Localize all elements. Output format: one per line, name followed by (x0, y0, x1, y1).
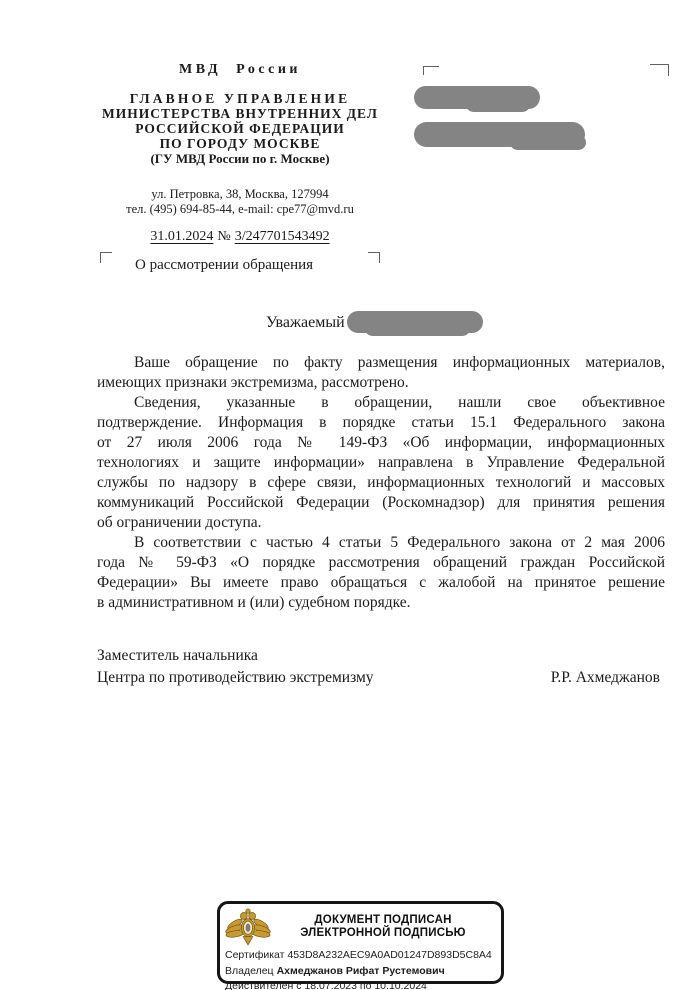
doc-date-number (85, 229, 395, 245)
redaction-block (347, 311, 483, 333)
certificate-value: 453D8A232AEC9A0AD01247D893D5C8A4 (287, 949, 492, 961)
doc-date: 31.01.2024 (150, 229, 214, 244)
owner-label: Владелец (225, 964, 274, 977)
org-address: ул. Петровка, 38, Москва, 127994 (151, 187, 329, 201)
org-contact-block (85, 187, 395, 217)
org-name-line: ГЛАВНОЕ УПРАВЛЕНИЕ (129, 91, 351, 106)
org-phone-email: тел. (495) 694-85-44, e-mail: cpe77@mvd.ru (126, 202, 354, 216)
paragraph (97, 393, 665, 533)
subject-line: О рассмотрении обращения (135, 257, 314, 273)
org-name-short: МВД России (179, 62, 301, 77)
paragraph-line: об ограничении доступа. (97, 514, 262, 531)
corner-bracket-icon (423, 66, 439, 75)
e-signature-stamp (217, 901, 504, 990)
signer-position-line1: Заместитель начальника (97, 647, 258, 664)
corner-bracket-icon (650, 64, 669, 76)
stamp-owner-line (225, 965, 495, 979)
certificate-label: Сертификат (225, 949, 285, 961)
org-name-line: РОССИЙСКОЙ ФЕДЕРАЦИИ (135, 121, 345, 136)
corner-bracket-icon (368, 252, 380, 263)
org-name-line: ПО ГОРОДУ МОСКВЕ (159, 136, 321, 151)
stamp-certificate-line (225, 949, 495, 963)
paragraph-line: подтверждение. Информация в порядке статьи 15.1 Федерального закона (97, 414, 665, 431)
letterhead (85, 62, 395, 245)
org-abbreviation: (ГУ МВД России по г. Москве) (150, 151, 330, 166)
corner-bracket-icon (100, 252, 112, 263)
paragraph-line: в административном и (или) судебном порядке. (97, 594, 411, 611)
paragraph (97, 533, 665, 613)
stamp-title-line1: ДОКУМЕНТ ПОДПИСАН (314, 914, 452, 926)
doc-number: 3/247701543492 (234, 229, 330, 244)
paragraph-line: Федерации» Вы имеете право обращаться с жалобой на принятое решение (97, 574, 665, 591)
stamp-validity-line (225, 980, 495, 990)
validity-value: с 18.07.2023 по 10.10.2024 (296, 980, 427, 990)
paragraph-line: В соответствии с частью 4 статьи 5 Федерального закона от 2 мая 2006 (134, 534, 665, 551)
number-sign: № (217, 229, 231, 244)
paragraph-line: технологиях и защите информации» направлена в Управление Федеральной (97, 454, 665, 471)
stamp-title (271, 914, 495, 940)
redaction-block (414, 86, 540, 109)
paragraph-line: Ваше обращение по факту размещения информационных материалов, (134, 354, 665, 371)
stamp-header (225, 907, 495, 947)
redaction-block (414, 122, 585, 147)
paragraph (97, 353, 665, 393)
signature-block (97, 645, 660, 688)
org-name-line: МИНИСТЕРСТВА ВНУТРЕННИХ ДЕЛ (102, 106, 378, 121)
paragraph-line: от 27 июля 2006 года № 149-ФЗ «Об информации, информационных (97, 434, 665, 451)
body-text (97, 353, 665, 613)
mvd-eagle-emblem-icon (225, 907, 271, 947)
signer-name: Р.Р. Ахмеджанов (550, 668, 660, 686)
owner-value: Ахмеджанов Рифат Рустемович (276, 964, 445, 977)
validity-label: Действителен (225, 980, 294, 990)
signer-position-line2: Центра по противодействию экстремизму (97, 668, 374, 686)
paragraph-line: коммуникаций Российской Федерации (Роскомнадзор) для принятия решения (97, 494, 665, 511)
stamp-title-line2: ЭЛЕКТРОННОЙ ПОДПИСЬЮ (300, 927, 466, 939)
paragraph-line: имеющих признаки экстремизма, рассмотрено. (97, 374, 409, 391)
paragraph-line: года № 59-ФЗ «О порядке рассмотрения обращений граждан Российской (97, 554, 665, 571)
greeting-text: Уважаемый (266, 314, 345, 331)
paragraph-line: службы по надзору в сфере связи, информационных технологий и массовых (97, 474, 665, 491)
paragraph-line: Сведения, указанные в обращении, нашли свое объективное (134, 394, 665, 411)
